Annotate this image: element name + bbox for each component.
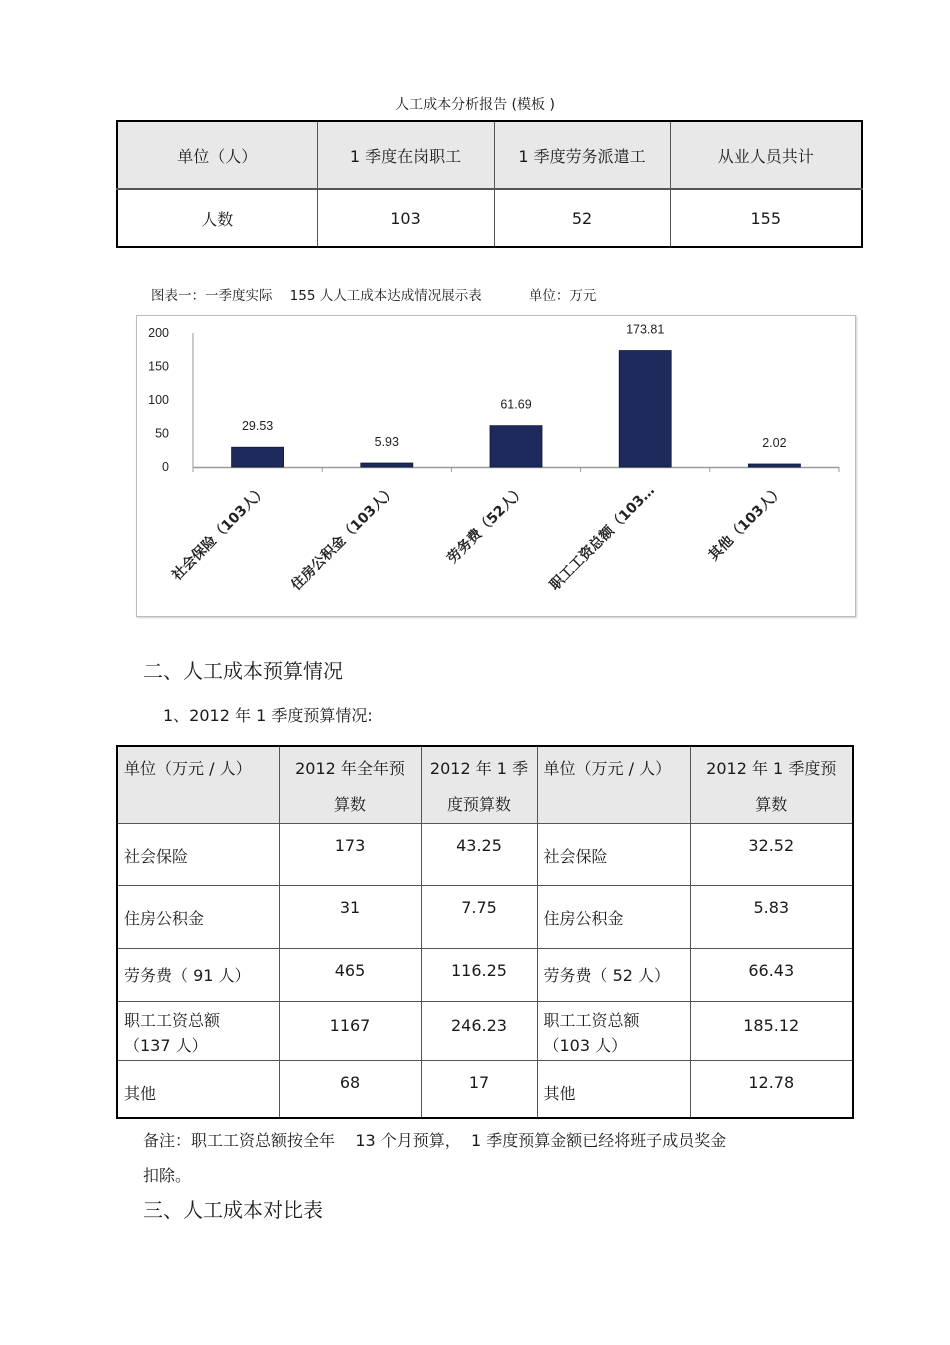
row-name-left xyxy=(117,1002,279,1061)
header-line: 度预算数 xyxy=(446,795,511,814)
staff-table-row xyxy=(117,189,862,247)
name-line: 职工工资总额 xyxy=(543,1011,640,1030)
staff-table-header-row xyxy=(117,121,862,189)
staff-header-unit: 单位（人） xyxy=(117,121,317,189)
category-label: 劳务费（52人） xyxy=(444,482,529,568)
budget-header-annual xyxy=(279,746,421,824)
header-line: 2012 年 1 季度预 xyxy=(706,759,837,778)
row-q1-right: 185.12 xyxy=(690,1002,853,1061)
budget-header-q1 xyxy=(421,746,537,824)
table-row xyxy=(117,1002,853,1061)
name-line: 职工工资总额 xyxy=(124,1011,221,1030)
chart-caption: 图表一：一季度实际 155 人人工成本达成情况展示表 单位：万元 xyxy=(151,288,597,304)
row-name-right: 劳务费（ 52 人） xyxy=(537,949,690,1002)
category-label: 其他（103人） xyxy=(705,482,788,564)
note-line-1: 备注：职工工资总额按全年 13 个月预算， 1 季度预算金额已经将班子成员奖金 xyxy=(143,1131,727,1150)
bar xyxy=(748,464,800,467)
name-line: （137 人） xyxy=(124,1036,208,1055)
row-q1: 246.23 xyxy=(421,1002,537,1061)
row-annual: 173 xyxy=(279,824,421,886)
category-label: 住房公积金（103人） xyxy=(288,482,400,594)
budget-table-header-row xyxy=(117,746,853,824)
row-name-left: 其他 xyxy=(117,1061,279,1118)
category-label: 社会保险（103人） xyxy=(169,482,271,584)
bar xyxy=(619,351,671,467)
staff-count-table xyxy=(116,120,863,248)
row-name-right xyxy=(537,1002,690,1061)
staff-cell-total: 155 xyxy=(670,189,862,247)
bar-value-label: 5.93 xyxy=(374,435,399,450)
row-q1: 43.25 xyxy=(421,824,537,886)
row-annual: 68 xyxy=(279,1061,421,1118)
budget-header-q1-right xyxy=(690,746,853,824)
section-3-title: 三、人工成本对比表 xyxy=(143,1198,323,1222)
bar xyxy=(361,463,413,467)
row-name-right: 其他 xyxy=(537,1061,690,1118)
row-q1-right: 5.83 xyxy=(690,886,853,949)
header-line: 单位（万元 / 人） xyxy=(543,759,672,778)
table-row xyxy=(117,949,853,1002)
header-line: 算数 xyxy=(755,795,788,814)
budget-header-unit-left xyxy=(117,746,279,824)
row-name-left: 住房公积金 xyxy=(117,886,279,949)
row-q1: 17 xyxy=(421,1061,537,1118)
staff-cell-label: 人数 xyxy=(117,189,317,247)
table-row xyxy=(117,1061,853,1118)
row-q1-right: 12.78 xyxy=(690,1061,853,1118)
bar-value-label: 2.02 xyxy=(762,436,787,450)
budget-table xyxy=(116,745,854,1119)
header-line: 2012 年 1 季 xyxy=(429,759,529,778)
bar-value-label: 29.53 xyxy=(241,419,274,434)
header-line: 单位（万元 / 人） xyxy=(124,759,252,778)
y-tick-label: 0 xyxy=(162,460,169,474)
name-line: （103 人） xyxy=(543,1036,628,1055)
note-line-2: 扣除。 xyxy=(143,1166,192,1185)
staff-cell-onpost: 103 xyxy=(317,189,494,247)
row-annual: 1167 xyxy=(279,1002,421,1061)
row-q1: 7.75 xyxy=(421,886,537,949)
category-label: 职工工资总额（103… xyxy=(546,482,659,594)
y-tick-label: 50 xyxy=(155,426,169,441)
header-line: 算数 xyxy=(333,795,366,814)
staff-header-onpost: 1 季度在岗职工 xyxy=(317,121,494,189)
y-tick-label: 200 xyxy=(148,326,169,340)
bar-chart-svg xyxy=(137,316,855,616)
row-annual: 465 xyxy=(279,949,421,1002)
y-tick-label: 150 xyxy=(148,359,169,374)
row-name-left: 劳务费（ 91 人） xyxy=(117,949,279,1002)
row-name-left: 社会保险 xyxy=(117,824,279,886)
row-name-right: 住房公积金 xyxy=(537,886,690,949)
row-q1-right: 32.52 xyxy=(690,824,853,886)
row-name-right: 社会保险 xyxy=(537,824,690,886)
document-title: 人工成本分析报告 (模板 ) xyxy=(395,97,555,113)
y-tick-label: 100 xyxy=(148,393,169,407)
budget-header-unit-right xyxy=(537,746,690,824)
row-q1: 116.25 xyxy=(421,949,537,1002)
bar xyxy=(490,426,542,467)
section-2-title: 二、人工成本预算情况 xyxy=(143,659,343,683)
header-line: 2012 年全年预 xyxy=(295,759,405,778)
table-row xyxy=(117,886,853,949)
bar-value-label: 173.81 xyxy=(626,322,665,337)
section-2-subtitle: 1、2012 年 1 季度预算情况: xyxy=(163,706,373,725)
row-q1-right: 66.43 xyxy=(690,949,853,1002)
labor-cost-bar-chart xyxy=(136,315,856,617)
bar-value-label: 61.69 xyxy=(500,397,532,412)
table-row xyxy=(117,824,853,886)
staff-header-total: 从业人员共计 xyxy=(670,121,862,189)
bar xyxy=(232,447,284,467)
staff-cell-dispatch: 52 xyxy=(494,189,670,247)
row-annual: 31 xyxy=(279,886,421,949)
staff-header-dispatch: 1 季度劳务派遣工 xyxy=(494,121,670,189)
